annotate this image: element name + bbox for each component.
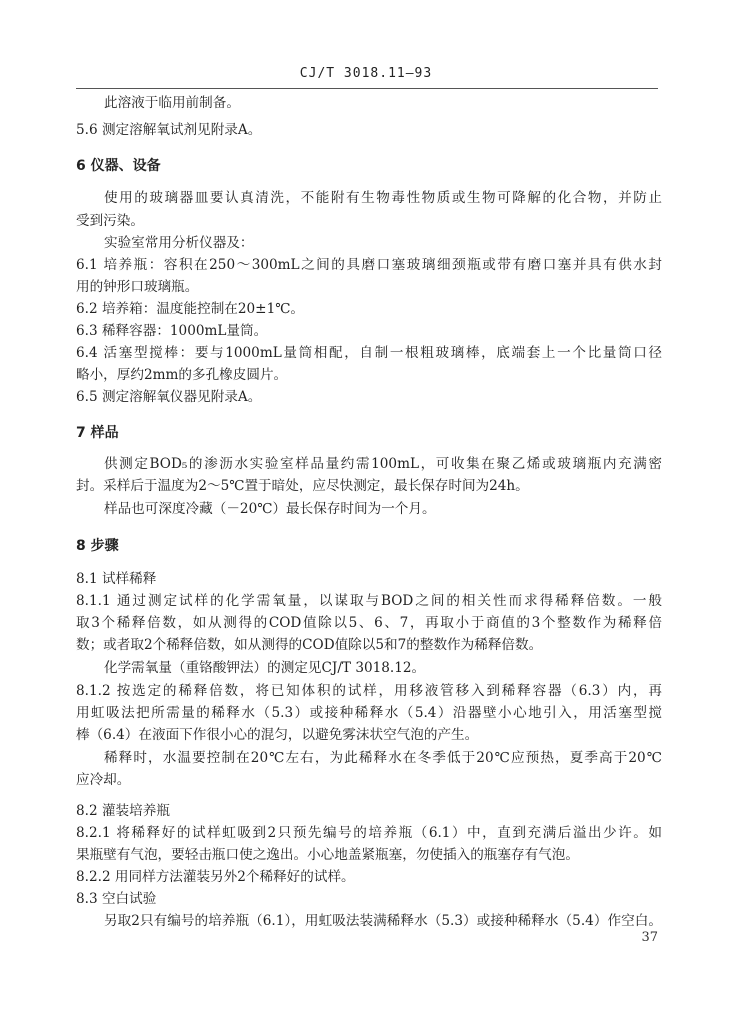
page-number: 37 xyxy=(641,930,658,945)
text-line: 果瓶壁有气泡，要轻击瓶口使之逸出。小心地盖紧瓶塞，勿使插入的瓶塞存有气泡。 xyxy=(76,847,579,863)
text-line: 稀释时，水温要控制在20℃左右，为此稀释水在冬季低于20℃应预热，夏季高于20℃ xyxy=(104,750,662,766)
text-line: 应冷却。 xyxy=(76,772,131,788)
text-line: 此溶液于临用前制备。 xyxy=(104,95,240,111)
text-line: 5.6 测定溶解氧试剂见附录A。 xyxy=(76,122,262,138)
text-line: 6.5 测定溶解氧仪器见附录A。 xyxy=(76,389,262,405)
text-line: 化学需氧量（重铬酸钾法）的测定见CJ/T 3018.12。 xyxy=(104,660,426,676)
text-line: 取3个稀释倍数，如从测得的COD值除以5、6、7，再取小于商值的3个整数作为稀释倍 xyxy=(76,615,662,631)
text-line: 棒（6.4）在液面下作很小心的混匀，以避免雾沫状空气泡的产生。 xyxy=(76,727,479,743)
text-line: 样品也可深度冷藏（－20℃）最长保存时间为一个月。 xyxy=(104,501,436,517)
text-line: 6.2 培养箱：温度能控制在20±1℃。 xyxy=(76,301,305,317)
text-line: 另取2只有编号的培养瓶（6.1），用虹吸法装满稀释水（5.3）或接种稀释水（5.4）作空白。 xyxy=(104,913,662,929)
text-line: 8.2.2 用同样方法灌装另外2个稀释好的试样。 xyxy=(76,869,355,885)
text-line: 8.2.1 将稀释好的试样虹吸到2只预先编号的培养瓶（6.1）中，直到充满后溢出少许。如 xyxy=(76,825,662,841)
section-heading: 7 样品 xyxy=(76,425,119,441)
text-line: 用的钟形口玻璃瓶。 xyxy=(76,279,199,295)
text-line: 实验室常用分析仪器及： xyxy=(104,235,254,251)
header-rule xyxy=(76,88,658,89)
text-line: 6.3 稀释容器：1000mL量筒。 xyxy=(76,323,268,339)
text-line: 略小，厚约2mm的多孔橡皮圆片。 xyxy=(76,367,288,383)
text-line: 6.4 活塞型搅棒：要与1000mL量筒相配，自制一根粗玻璃棒，底端套上一个比量筒口径 xyxy=(76,345,662,361)
text-line: 8.3 空白试验 xyxy=(76,891,157,907)
text-line: 8.2 灌装培养瓶 xyxy=(76,803,170,819)
text-line: 用虹吸法把所需量的稀释水（5.3）或接种稀释水（5.4）沿器壁小心地引入，用活塞型搅 xyxy=(76,705,662,721)
text-line: 数；或者取2个稀释倍数，如从测得的COD值除以5和7的整数作为稀释倍数。 xyxy=(76,637,543,653)
section-heading: 6 仪器、设备 xyxy=(76,158,161,174)
text-line: 供测定BOD₅的渗沥水实验室样品量约需100mL，可收集在聚乙烯或玻璃瓶内充满密 xyxy=(104,456,662,472)
text-line: 受到污染。 xyxy=(76,213,144,229)
text-line: 8.1.2 按选定的稀释倍数，将已知体积的试样，用移液管移入到稀释容器（6.3）内，再 xyxy=(76,683,662,699)
page-header: CJ/T 3018.11—93 xyxy=(299,66,433,81)
section-heading: 8 步骤 xyxy=(76,538,119,554)
text-line: 8.1 试样稀释 xyxy=(76,571,157,587)
text-line: 封。采样后于温度为2～5℃置于暗处，应尽快测定，最长保存时间为24h。 xyxy=(76,478,529,494)
text-line: 使用的玻璃器皿要认真清洗，不能附有生物毒性物质或生物可降解的化合物，并防止 xyxy=(104,190,662,206)
text-line: 6.1 培养瓶：容积在250～300mL之间的具磨口塞玻璃细颈瓶或带有磨口塞并具有供水封 xyxy=(76,257,662,273)
text-line: 8.1.1 通过测定试样的化学需氧量，以谋取与BOD之间的相关性而求得稀释倍数。一般 xyxy=(76,593,662,609)
